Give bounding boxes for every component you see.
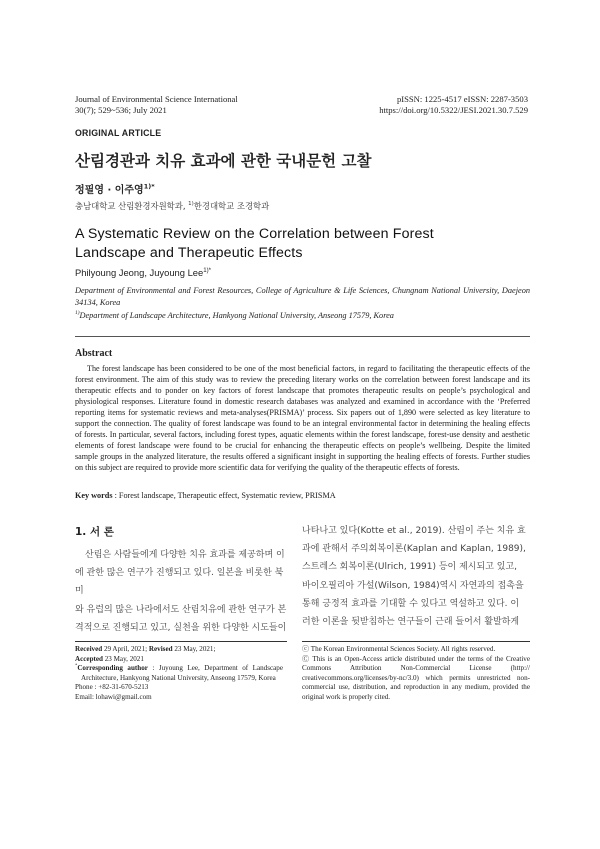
english-title-line-2: Landscape and Therapeutic Effects: [75, 244, 303, 261]
journal-citation: 30(7); 529~536; July 2021: [75, 105, 167, 115]
korean-affiliation: [75, 200, 269, 212]
revised-label: Revised: [148, 645, 173, 653]
accepted-date: 23 May, 2021: [102, 654, 144, 663]
english-affiliation-2-sup: 1): [75, 310, 80, 317]
accepted-line: [75, 655, 283, 665]
journal-name: Journal of Environmental Science International: [75, 94, 238, 104]
footer-received-block: [75, 645, 283, 703]
footer-license-block: [302, 645, 530, 703]
english-affiliation-1: Department of Environmental and Forest Resources, College of Agriculture & Life Sciences, Chungnam National University, Daejeon 34134, Korea: [75, 286, 530, 308]
english-title: [75, 225, 434, 262]
keywords-label: Key words: [75, 491, 113, 500]
body-left-line: 산림은 사람들에게 다양한 치유 효과를 제공하며 이: [85, 550, 285, 560]
english-author-names: Philyoung Jeong, Juyoung Lee: [75, 267, 204, 278]
accepted-label: Accepted: [75, 654, 103, 663]
body-left-line: 와 유럽의 많은 나라에서도 산림치유에 관한 연구가 본: [75, 604, 287, 615]
english-affiliation-2-block: [75, 310, 530, 322]
copyright: ⓒ The Korean Environmental Sciences Society. All rights reserved.: [302, 645, 496, 653]
corresponding-sup: *: [75, 662, 78, 668]
body-right-line: 통해 긍정적 효과를 기대할 수 있다고 역설하고 있다. 이: [302, 598, 520, 609]
korean-title: 산림경관과 치유 효과에 관한 국내문헌 고찰: [75, 152, 372, 170]
journal-header-left: [75, 94, 238, 116]
body-right-line: 과에 관해서 주의회복이론(Kaplan and Kaplan, 1989),: [302, 544, 526, 555]
english-title-line-1: A Systematic Review on the Correlation between Forest: [75, 226, 434, 242]
article-type: ORIGINAL ARTICLE: [75, 128, 162, 138]
abstract-heading: Abstract: [75, 348, 113, 359]
corresponding-author: [75, 664, 283, 683]
body-right-line: 나타나고 있다(Kotte et al., 2019). 산림이 주는 치유 효: [302, 526, 526, 536]
corresponding-label: Corresponding author: [77, 664, 148, 673]
doi[interactable]: https://doi.org/10.5322/JESI.2021.30.7.529: [379, 105, 528, 115]
keywords: [75, 491, 336, 500]
english-authors: [75, 267, 211, 278]
body-left-line: 에 관한 많은 연구가 진행되고 있다. 일본을 비롯한 북미: [75, 568, 284, 597]
body-right-line: 바이오필리아 가설(Wilson, 1984)역시 자연과의 접촉을: [302, 580, 524, 591]
issn: pISSN: 1225-4517 eISSN: 2287-3503: [396, 94, 528, 104]
license: Ⓒ This is an Open-Access article distributed under the terms of the Creative Commons Attribution Non-Commercial License (http:// creativecommons.org/licenses/by-nc/3.0) which permits unrestricted non-commercial use, distribution, and reproduction in any medium, provided the original work is properly cited.: [302, 654, 530, 701]
korean-affiliation-2: 한경대학교 조경학과: [193, 201, 270, 211]
footer-rule-left: [75, 641, 287, 642]
received-label: Received: [75, 645, 103, 653]
abstract-text: The forest landscape has been considered to be one of the most beneficial factors, in regard to facilitating the therapeutic effects of the forest environment. The aim of this study was to review the preceding literary works on the correlation between forest landscape and its therapeutic effects and to ponder on key factors of forest landscape that promotes therapeutic results on people’s psychological and physiological responses. Literature found in domestic research databases was analyzed and examined in accordance with the ‘Preferred reporting items for systematic reviews and meta-analyses(PRISMA)’ process. Six papers out of 1,890 were selected as key literature to support the connection. The quality of forest landscape was found to be an integral environmental factor in determining the healing effects of forests. In particular, several factors, including forest types, aquatic elements within the forest landscape, forest-use density and aesthetic elements of forest landscape were found to be crucial for enhancing the therapeutic effects on people’s wellbeing. Despite the limited sample groups in the analyzed literature, the results offered a significant insight in supporting the healing effects of forests. Further studies on this subject are required to provide more scientific data for verifying the quality of the therapeutic effects of forests.: [75, 364, 530, 472]
abstract-divider: [75, 336, 530, 337]
korean-author-sup: 1)*: [143, 182, 155, 191]
body-right-line: 러한 이론을 뒷받침하는 연구들이 근래 들어서 활발하게: [302, 617, 520, 628]
korean-affiliation-sup: 1): [188, 201, 194, 208]
revised-date: 23 May, 2021;: [172, 645, 216, 653]
english-author-sup: 1)*: [203, 266, 212, 274]
body-left-column: [75, 546, 289, 637]
received-date: 29 April, 2021;: [102, 645, 149, 653]
email[interactable]: Email: lohawi@gmail.com: [75, 692, 152, 701]
korean-affiliation-1: 충남대학교 산림환경자원학과,: [75, 201, 189, 211]
received-line: [75, 645, 283, 655]
body-right-column: [302, 522, 530, 631]
english-affiliation-2: Department of Landscape Architecture, Hankyong National University, Anseong 17579, Korea: [79, 311, 394, 320]
corresponding-text: : Juyoung Lee, Department of Landscape Architecture, Hankyong National University, Anseong 17579, Korea: [81, 664, 283, 682]
korean-author-names: 정필영 · 이주영: [75, 185, 144, 196]
phone: Phone : +82-31-670-5213: [75, 683, 149, 692]
journal-header-right: [379, 94, 528, 116]
keywords-list: : Forest landscape, Therapeutic effect, Systematic review, PRISMA: [112, 491, 336, 500]
body-left-line: 격적으로 진행되고 있고, 실천을 위한 다양한 시도들이: [75, 622, 287, 633]
footer-rule-right: [302, 641, 530, 642]
body-right-line: 스트레스 회복이론(Ulrich, 1991) 등이 제시되고 있고,: [302, 562, 517, 573]
korean-authors: [75, 181, 155, 196]
section-heading: 1. 서 론: [75, 526, 114, 538]
